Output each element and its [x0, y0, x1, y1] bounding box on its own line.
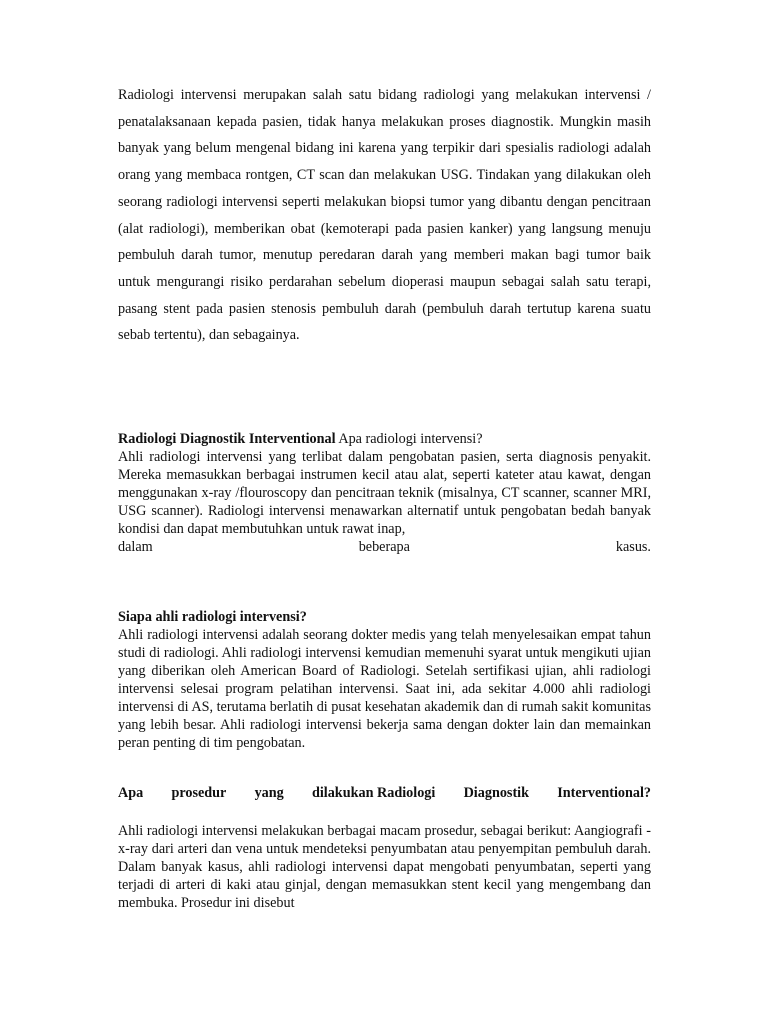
- section-3-title: [118, 784, 651, 802]
- last-word-2: beberapa: [358, 539, 410, 555]
- document-page: [118, 82, 651, 911]
- title-word-4: dilakukan Radiologi: [311, 785, 436, 801]
- last-word-1: dalam: [118, 539, 153, 555]
- title-word-2: prosedur: [171, 785, 227, 801]
- section-2-text: [118, 608, 651, 752]
- section-1-text: [118, 430, 651, 538]
- section-1-body: Ahli radiologi intervensi yang terlibat dalam pengobatan pasien, serta diagnosis penyakit. Mereka memasukkan berbagai instrumen kecil atau alat, seperti kateter atau kawat, dengan menggunakan x-ray /flouroscopy dan pencitraan teknik (misalnya, CT scanner, scanner MRI, USG scanner). Radiologi intervensi menawarkan alternatif untuk pengobatan bedah banyak kondisi dan dapat membutuhkan untuk rawat inap,: [118, 449, 651, 537]
- last-word-3: kasus.: [615, 539, 651, 555]
- section-2-title: Siapa ahli radiologi intervensi?: [118, 609, 307, 625]
- title-word-1: Apa: [118, 785, 144, 801]
- section-1-title: Radiologi Diagnostik Interventional: [118, 431, 336, 447]
- intro-paragraph: Radiologi intervensi merupakan salah satu bidang radiologi yang melakukan intervensi / penatalaksanaan kepada pasien, tidak hanya melakukan proses diagnostik. Mungkin masih banyak yang belum mengenal bidang ini karena yang terpikir dari spesialis radiologi adalah orang yang membaca rontgen, CT scan dan melakukan USG. Tindakan yang dilakukan oleh seorang radiologi intervensi seperti melakukan biopsi tumor yang dibantu dengan pencitraan (alat radiologi), memberikan obat (kemoterapi pada pasien kanker) yang langsung menuju pembuluh darah tumor, menutup peredaran darah yang memberi makan bagi tumor baik untuk mengurangi risiko perdarahan sebelum dioperasi maupun sebagai salah satu terapi, pasang stent pada pasien stenosis pembuluh darah (pembuluh darah tertutup karena suatu sebab tertentu), dan sebagainya.: [118, 87, 651, 344]
- title-word-6: Interventional?: [557, 785, 651, 801]
- section-1-last-line: [118, 538, 651, 556]
- section-1-subtitle: Apa radiologi intervensi?: [338, 431, 483, 447]
- title-word-3: yang: [254, 785, 284, 801]
- section-diagnostik-interventional: [118, 430, 651, 556]
- title-word-5: Diagnostik: [463, 785, 529, 801]
- section-prosedur: [118, 822, 651, 912]
- section-2-body: Ahli radiologi intervensi adalah seorang dokter medis yang telah menyelesaikan empat tahun studi di radiologi. Ahli radiologi intervensi kemudian memenuhi syarat untuk mengikuti ujian yang diberikan oleh American Board of Radiologi. Setelah sertifikasi ujian, ahli radiologi intervensi selesai program pelatihan intervensi. Saat ini, ada sekitar 4.000 ahli radiologi intervensi di AS, terutama berlatih di pusat kesehatan akademik dan di rumah sakit komunitas yang lebih besar. Ahli radiologi intervensi bekerja sama dengan dokter lain dan memainkan peran penting di tim pengobatan.: [118, 627, 651, 751]
- section-3-body: Ahli radiologi intervensi melakukan berbagai macam prosedur, sebagai berikut: Aangiografi - x-ray dari arteri dan vena untuk mendeteksi penyumbatan atau penyempitan pembuluh darah. Dalam banyak kasus, ahli radiologi intervensi dapat mengobati penyumbatan, seperti yang terjadi di arteri di kaki atau ginjal, dengan memasukkan stent kecil yang mengembang dan membuka. Prosedur ini disebut: [118, 823, 651, 911]
- section-siapa-ahli: [118, 608, 651, 752]
